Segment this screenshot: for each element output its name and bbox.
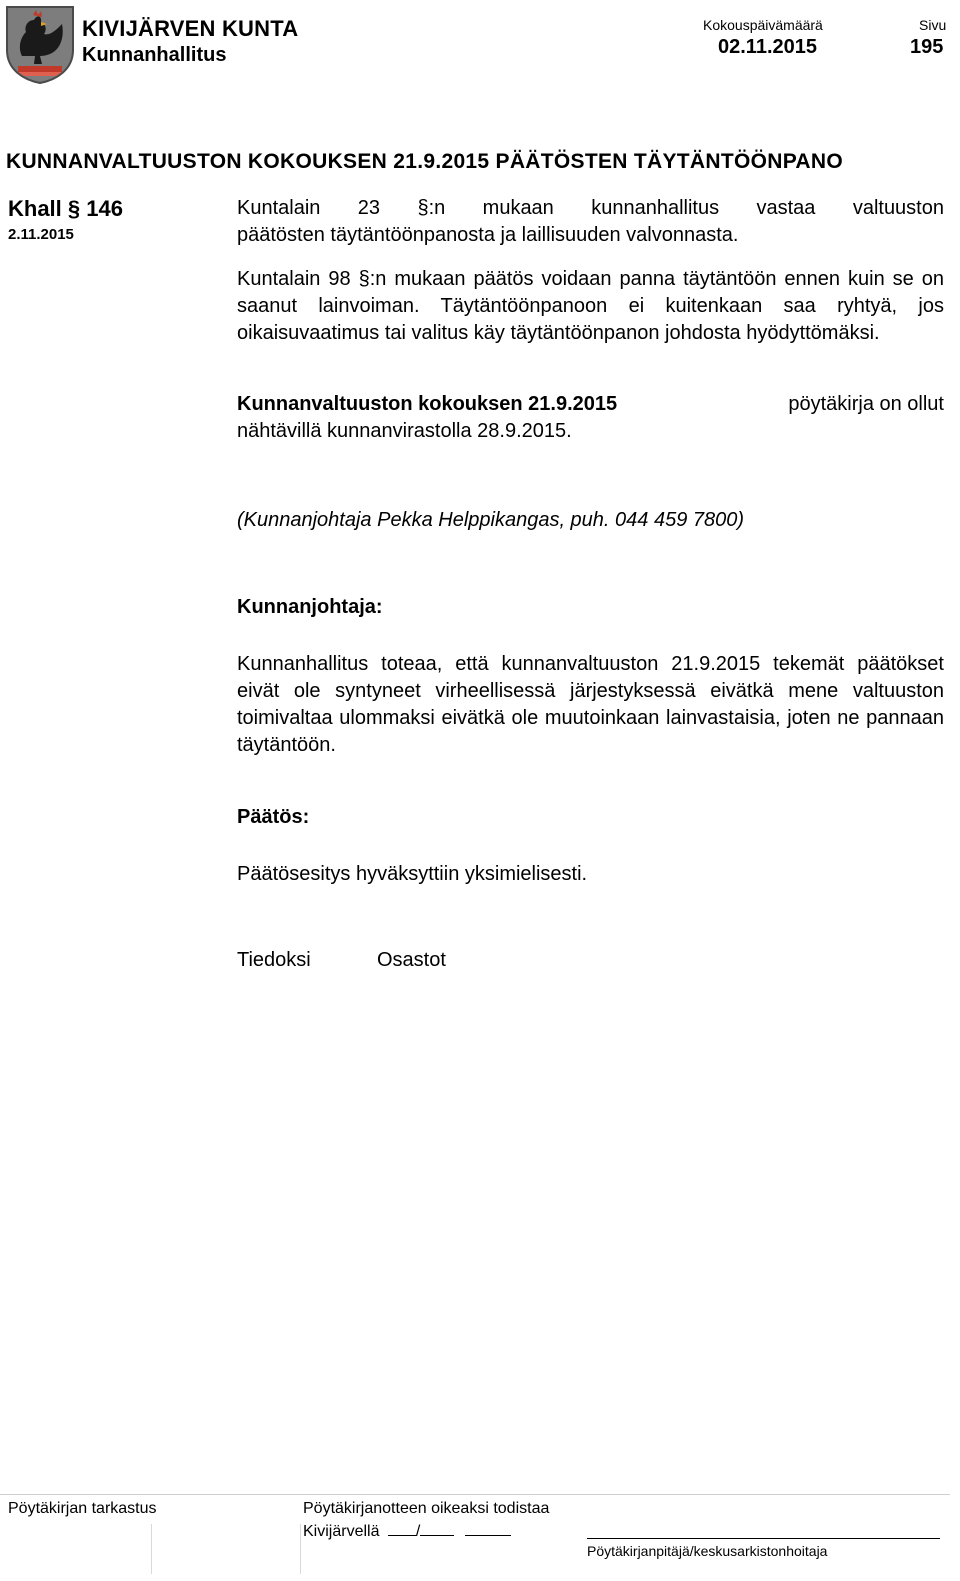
footer-divider (0, 1494, 950, 1495)
meeting-date-value: 02.11.2015 (718, 36, 817, 58)
organization-body: Kunnanhallitus (82, 44, 227, 66)
council-meeting-reference: Kunnanvaltuuston kokouksen 21.9.2015 (237, 393, 618, 415)
notify-value: Osastot (377, 949, 446, 971)
decision-text: Päätösesitys hyväksyttiin yksimielisesti. (237, 863, 588, 885)
meeting-date-label: Kokouspäivämäärä (703, 17, 823, 33)
signature-line (587, 1538, 940, 1539)
review-label: Pöytäkirjan tarkastus (8, 1500, 157, 1517)
footer-column-divider (300, 1524, 301, 1574)
paragraph-id: Khall § 146 (8, 196, 123, 221)
organization-name: KIVIJÄRVEN KUNTA (82, 16, 299, 41)
certify-label: Pöytäkirjanotteen oikeaksi todistaa (303, 1500, 550, 1517)
notify-label: Tiedoksi (237, 949, 311, 971)
place-name: Kivijärvellä (303, 1523, 380, 1540)
proposal-heading: Kunnanjohtaja: (237, 596, 383, 618)
paragraph-3-line-2: nähtävillä kunnanvirastolla 28.9.2015. (237, 420, 572, 442)
page-label: Sivu (919, 17, 947, 33)
section-title: KUNNANVALTUUSTON KOKOUKSEN 21.9.2015 PÄÄTÖSTEN TÄYTÄNTÖÖNPANO (6, 150, 844, 173)
certify-place-date (303, 1521, 511, 1541)
municipal-coat-of-arms-icon (4, 4, 76, 84)
paragraph-2: Kuntalain 98 §:n mukaan päätös voidaan panna täytäntöön ennen kuin se on saanut lainvoiman. Täytäntöönpanoon ei kuitenkaan saa ryhtyä, jos oikaisuvaatimus tai valitus käy täytäntöönpanon johdosta hyödyttömäksi. (237, 268, 944, 344)
paragraph-3-line-1 (237, 391, 944, 418)
paragraph-date: 2.11.2015 (8, 226, 74, 243)
year-blank (465, 1521, 511, 1536)
paragraph-1-line-1: Kuntalain 23 §:n mukaan kunnanhallitus vastaa valtuuston (237, 197, 944, 219)
page-number: 195 (910, 36, 944, 58)
signer-title: Pöytäkirjanpitäjä/keskusarkistonhoitaja (587, 1543, 828, 1559)
date-separator: / (415, 1523, 421, 1540)
month-blank (420, 1521, 454, 1536)
preparer-info: (Kunnanjohtaja Pekka Helppikangas, puh. 044 459 7800) (237, 509, 745, 531)
paragraph-1-line-2: päätösten täytäntöönpanosta ja laillisuuden valvonnasta. (237, 224, 739, 246)
day-blank (388, 1521, 416, 1536)
decision-heading: Päätös: (237, 806, 310, 828)
paragraph-3-rest: pöytäkirja on ollut (788, 393, 944, 415)
proposal-text: Kunnanhallitus toteaa, että kunnanvaltuuston 21.9.2015 tekemät päätökset eivät ole syntyneet virheellisessä järjestyksessä eivätkä mene valtuuston toimivaltaa ulommaksi eivätkä ole muutoinkaan lainvastaisia, joten ne pannaan täytäntöön. (237, 653, 944, 756)
footer-column-divider (151, 1524, 152, 1574)
